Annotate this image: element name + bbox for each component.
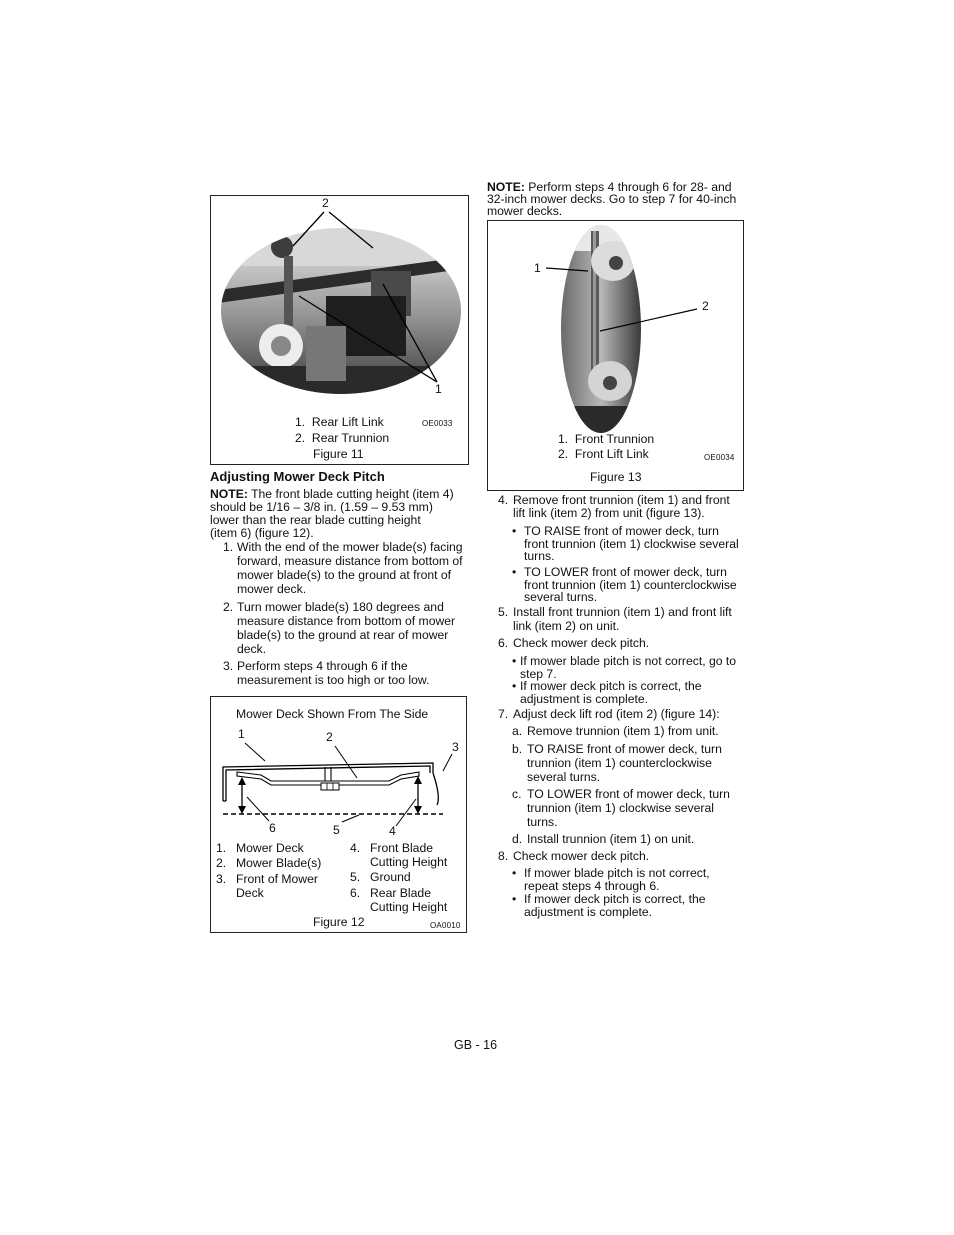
sub-line: Install trunnion (item 1) on unit. bbox=[527, 832, 695, 846]
sub-line: TO LOWER front of mower deck, turn bbox=[527, 787, 730, 801]
sub-line: TO RAISE front of mower deck, turn bbox=[527, 742, 722, 756]
sub-line: Remove trunnion (item 1) from unit. bbox=[527, 724, 719, 738]
bullet-mark: • bbox=[512, 524, 517, 538]
step-number: 5. bbox=[498, 605, 509, 619]
legend-text: Front Blade bbox=[370, 841, 434, 855]
legend-text: Mower Deck bbox=[236, 841, 304, 855]
step-number: 8. bbox=[498, 849, 509, 863]
section-note-line: should be 1/16 – 3/8 in. (1.59 – 9.53 mm) bbox=[210, 500, 433, 514]
right-note-line: mower decks. bbox=[487, 204, 563, 218]
legend-number: 2. bbox=[216, 856, 227, 870]
step-line: Check mower deck pitch. bbox=[513, 849, 650, 863]
figure-12-callout-4: 4 bbox=[389, 824, 396, 838]
bullet-mark: • bbox=[512, 866, 517, 880]
figure-11-legend-1: 1. Rear Lift Link bbox=[295, 415, 384, 429]
section-note-line: lower than the rear blade cutting height bbox=[210, 513, 421, 527]
sub-mark: b. bbox=[512, 742, 523, 756]
legend-number: 1. bbox=[216, 841, 227, 855]
figure-11-callout-1: 1 bbox=[435, 382, 442, 396]
step-line: With the end of the mower blade(s) facing bbox=[237, 540, 463, 554]
step-line: link (item 2) on unit. bbox=[513, 619, 620, 633]
right-note-line: 32-inch mower decks. Go to step 7 for 40-inch bbox=[487, 192, 737, 206]
figure-13-legend-2: 2. Front Lift Link bbox=[558, 447, 649, 461]
bullet-line: front trunnion (item 1) counterclockwise bbox=[524, 577, 737, 592]
bullet-mark: • bbox=[512, 654, 517, 668]
figure-12-code: OA0010 bbox=[430, 921, 461, 930]
step-number: 1. bbox=[223, 540, 234, 554]
right-note-label: NOTE: bbox=[487, 180, 525, 194]
bullet-line: If mower blade pitch is not correct, go to bbox=[520, 654, 737, 668]
sub-line: trunnion (item 1) clockwise several bbox=[527, 801, 714, 815]
figure-12-callout-5: 5 bbox=[333, 823, 340, 837]
step-line: Check mower deck pitch. bbox=[513, 636, 650, 650]
bullet-line: several turns. bbox=[524, 590, 598, 604]
step-number: 6. bbox=[498, 636, 509, 650]
bullet-line: step 7. bbox=[520, 666, 557, 681]
figure-13-code: OE0034 bbox=[704, 453, 735, 462]
figure-12-callout-1: 1 bbox=[238, 727, 245, 741]
figure-13 bbox=[487, 220, 744, 491]
step-line: measurement is too high or too low. bbox=[237, 673, 430, 687]
bullet-line: TO LOWER front of mower deck, turn bbox=[524, 565, 727, 579]
sub-line: turns. bbox=[527, 815, 558, 829]
legend-text: Mower Blade(s) bbox=[236, 856, 322, 870]
figure-11-caption: Figure 11 bbox=[313, 447, 364, 461]
bullet-line: TO RAISE front of mower deck, turn bbox=[524, 524, 719, 538]
sub-line: several turns. bbox=[527, 770, 601, 784]
legend-text: Cutting Height bbox=[370, 900, 448, 914]
step-number: 7. bbox=[498, 707, 509, 721]
bullet-line: adjustment is complete. bbox=[524, 904, 653, 919]
step-line: Remove front trunnion (item 1) and front bbox=[513, 493, 730, 507]
legend-number: 4. bbox=[350, 841, 361, 855]
step-line: deck. bbox=[237, 642, 267, 656]
section-note-line: The front blade cutting height (item 4) bbox=[247, 487, 454, 501]
step-line: lift link (item 2) from unit (figure 13). bbox=[513, 506, 705, 520]
page-number: GB - 16 bbox=[454, 1038, 498, 1052]
step-line: mower blade(s) to the ground at front of bbox=[237, 568, 452, 582]
figure-11-code: OE0033 bbox=[422, 419, 453, 428]
sub-mark: d. bbox=[512, 832, 523, 846]
sub-mark: a. bbox=[512, 724, 523, 738]
bullet-mark: • bbox=[512, 679, 517, 693]
legend-text: Deck bbox=[236, 886, 264, 900]
step-line: Adjust deck lift rod (item 2) (figure 14): bbox=[513, 707, 720, 721]
right-note-line: Perform steps 4 through 6 for 28- and bbox=[524, 180, 732, 194]
sub-mark: c. bbox=[512, 787, 522, 801]
step-number: 2. bbox=[223, 600, 234, 614]
step-number: 4. bbox=[498, 493, 509, 507]
bullet-line: front trunnion (item 1) clockwise several bbox=[524, 536, 739, 551]
legend-number: 6. bbox=[350, 886, 361, 900]
bullet-line: turns. bbox=[524, 549, 555, 563]
step-line: Install front trunnion (item 1) and front lift bbox=[513, 605, 732, 619]
sub-line: trunnion (item 1) counterclockwise bbox=[527, 756, 712, 770]
figure-12-title: Mower Deck Shown From The Side bbox=[236, 707, 429, 721]
step-line: measure distance from bottom of mower bbox=[237, 614, 456, 628]
figure-13-callout-2: 2 bbox=[702, 299, 709, 313]
bullet-line: adjustment is complete. bbox=[520, 691, 649, 706]
figure-12-callout-2: 2 bbox=[326, 730, 333, 744]
legend-number: 5. bbox=[350, 870, 361, 884]
bullet-line: repeat steps 4 through 6. bbox=[524, 878, 660, 893]
figure-13-caption: Figure 13 bbox=[590, 470, 642, 484]
legend-text: Ground bbox=[370, 870, 411, 884]
bullet-line: If mower deck pitch is correct, the bbox=[524, 892, 706, 906]
bullet-mark: • bbox=[512, 565, 517, 579]
figure-12-caption: Figure 12 bbox=[313, 915, 365, 929]
figure-12-callout-6: 6 bbox=[269, 821, 276, 835]
bullet-mark: • bbox=[512, 892, 517, 906]
section-note-line: (item 6) (figure 12). bbox=[210, 526, 314, 540]
legend-text: Front of Mower bbox=[236, 872, 318, 886]
figure-12-callout-3: 3 bbox=[452, 740, 459, 754]
figure-13-legend-1: 1. Front Trunnion bbox=[558, 432, 655, 446]
figure-13-callout-1: 1 bbox=[534, 261, 541, 275]
figure-11-callout-2: 2 bbox=[322, 196, 329, 210]
section-note-label: NOTE: bbox=[210, 487, 248, 501]
section-heading: Adjusting Mower Deck Pitch bbox=[210, 469, 385, 484]
figure-12 bbox=[210, 696, 467, 933]
step-number: 3. bbox=[223, 659, 234, 673]
legend-text: Rear Blade bbox=[370, 886, 431, 900]
bullet-line: If mower blade pitch is not correct, bbox=[524, 866, 710, 880]
figure-11 bbox=[210, 195, 469, 465]
legend-text: Cutting Height bbox=[370, 855, 448, 869]
step-line: Turn mower blade(s) 180 degrees and bbox=[237, 600, 444, 614]
step-line: blade(s) to the ground at rear of mower bbox=[237, 628, 449, 642]
figure-11-legend-2: 2. Rear Trunnion bbox=[295, 431, 390, 445]
step-line: mower deck. bbox=[237, 582, 307, 596]
step-line: forward, measure distance from bottom of bbox=[237, 554, 463, 568]
bullet-line: If mower deck pitch is correct, the bbox=[520, 679, 702, 693]
legend-number: 3. bbox=[216, 872, 227, 886]
step-line: Perform steps 4 through 6 if the bbox=[237, 659, 408, 673]
